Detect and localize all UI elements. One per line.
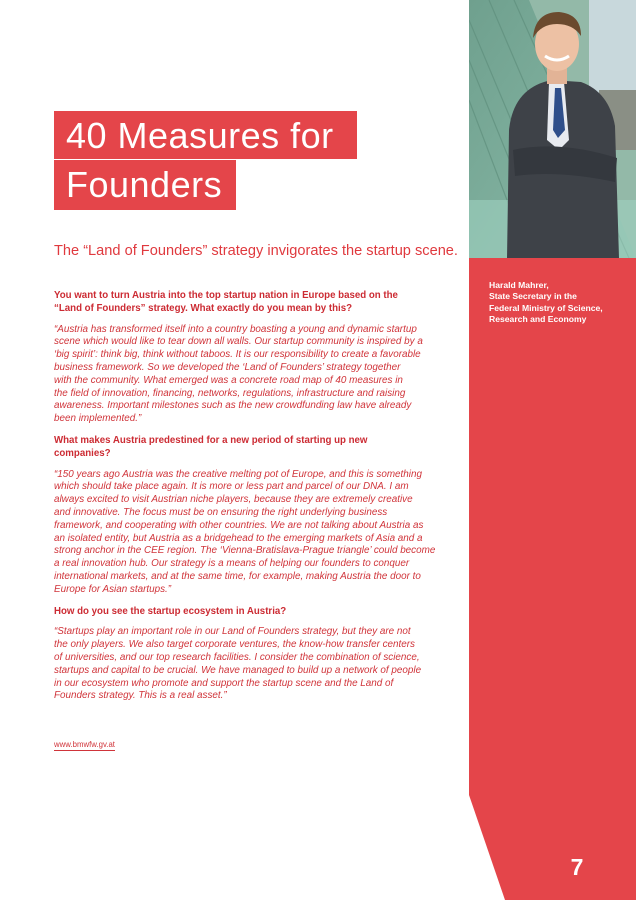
answer-line: international markets, and at the same time, for example, making Austria the door to [54,570,421,582]
caption-line: State Secretary in the [489,291,577,302]
caption-line: Research and Economy [489,314,587,325]
portrait-photo [469,0,636,258]
answer-line: “150 years ago Austria was the creative melting pot of Europe, and this is something [54,468,422,480]
answer-line: business framework. So we developed the ‘Land of Founders’ strategy together [54,361,401,373]
interview-content [54,290,446,703]
caption-line: Harald Mahrer, [489,280,549,290]
answer-line: which should take place again. It is more or less part and parcel of our DNA. I am [54,481,409,493]
answer-line: with the community. What emerged was a concrete road map of 40 measures in [54,374,403,386]
answer-line: strong anchor in the CEE region. The ‘Vienna-Bratislava-Prague triangle’ could become [54,545,436,557]
answer-line: of universities, and our top research facilities. I consider the combination of science, [54,651,420,663]
answer-2 [54,469,446,597]
answer-3 [54,626,446,703]
page-title-line-2: Founders [54,160,236,210]
question-line: companies? [54,447,111,459]
question-2 [54,435,446,461]
answer-line: the only players. We also target corporate ventures, the know-how transfer centers [54,639,415,651]
answer-line: awareness. Important milestones such as the new crowdfunding law have already [54,400,412,412]
subtitle: The “Land of Founders” strategy invigorates the startup scene. [54,243,458,259]
answer-line: “Austria has transformed itself into a country boasting a young and dynamic startup [54,323,417,335]
website-link[interactable]: www.bmwfw.gv.at [54,740,115,749]
page-number: 7 [570,854,584,880]
answer-line: startups and capital to be crucial. We have managed to build up a network of people [54,664,422,676]
answer-line: in our ecosystem who promote and support the startup scene and the Land of [54,677,394,689]
question-line: “Land of Founders” strategy. What exactly do you mean by this? [54,302,353,314]
answer-line: been implemented.” [54,413,142,425]
answer-line: scene which would like to tear down all walls. Our startup community is inspired by a [54,336,423,348]
caption-line: Federal Ministry of Science, [489,302,603,313]
answer-line: and innovative. The focus must be on ensuring the right underlying business [54,506,388,518]
answer-line: framework, and cooperating with other countries. We are not talking about Austria as [54,519,424,531]
answer-line: “Startups play an important role in our Land of Founders strategy, but they are not [54,626,411,638]
answer-line: Founders strategy. This is a real asset.” [54,690,227,702]
question-3 [54,606,446,619]
answer-line: Europe for Asian startups.” [54,583,172,595]
answer-line: an isolated entity, but Austria as a bridgehead to the emerging markets of Asia and a [54,532,423,544]
answer-line: the field of innovation, financing, networks, regulations, infrastructure and raising [54,387,406,399]
answer-line: always excited to visit Austrian niche players, because they are extremely creative [54,494,413,506]
question-line: How do you see the startup ecosystem in Austria? [54,605,287,617]
photo-caption [489,280,629,326]
answer-1 [54,324,446,426]
question-line: What makes Austria predestined for a new period of starting up new [54,434,368,446]
answer-line: a real innovation hub. Our strategy is a means of helping our founders to conquer [54,558,410,570]
question-line: You want to turn Austria into the top startup nation in Europe based on the [54,290,398,301]
question-1 [54,290,446,316]
page-title-line-1: 40 Measures for [54,111,357,159]
answer-line: ‘big spirit’: think big, think without taboos. It is our responsibility to create a favorable [54,349,421,361]
